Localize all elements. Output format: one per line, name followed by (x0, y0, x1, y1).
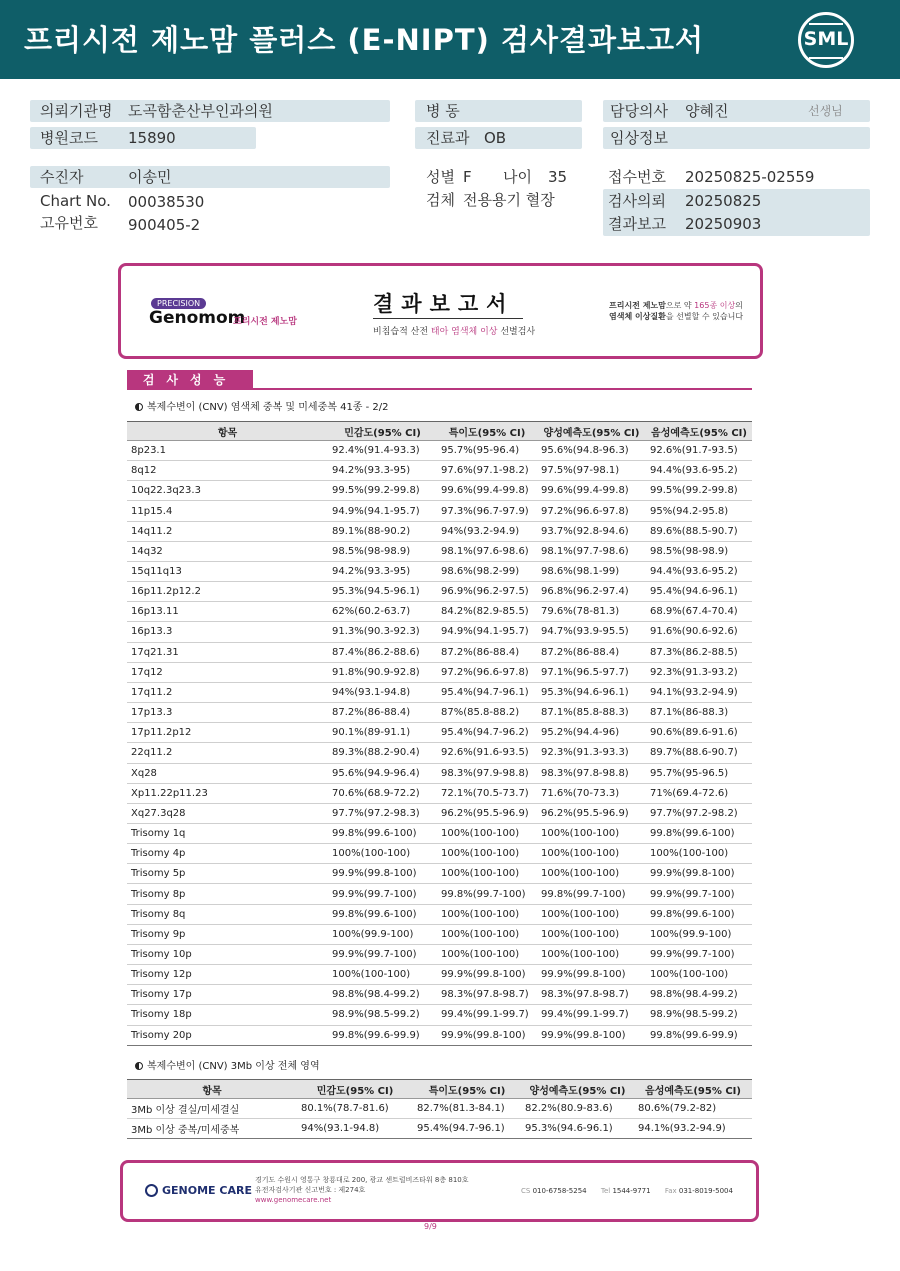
report-date-label: 결과보고 (608, 215, 666, 233)
metric-cell: 95.3%(94.6-96.1) (537, 682, 646, 702)
metric-cell: 99.8%(99.6-99.9) (328, 1025, 437, 1045)
metric-cell: 99.9%(99.8-100) (437, 965, 537, 985)
metric-cell: 99.9%(99.8-100) (537, 1025, 646, 1045)
metric-cell: 99.9%(99.8-100) (328, 864, 437, 884)
metric-cell: 96.8%(96.2-97.4) (537, 582, 646, 602)
metric-cell: 87.3%(86.2-88.5) (646, 642, 752, 662)
metric-cell: 92.3%(91.3-93.2) (646, 662, 752, 682)
institution-label: 의뢰기관명 (40, 102, 113, 120)
metric-cell: 79.6%(78-81.3) (537, 602, 646, 622)
metric-cell: 99.4%(99.1-99.7) (437, 1005, 537, 1025)
table-row (127, 461, 752, 481)
patient-row (30, 166, 390, 188)
table-row (127, 602, 752, 622)
metric-cell: 97.7%(97.2-98.3) (328, 803, 437, 823)
metric-cell: 97.6%(97.1-98.2) (437, 461, 537, 481)
metric-cell: 98.6%(98.2-99) (437, 561, 537, 581)
metric-cell: 100%(99.9-100) (328, 924, 437, 944)
metric-cell: 96.2%(95.5-96.9) (537, 803, 646, 823)
table-row (127, 1025, 752, 1045)
hospital-code-label: 병원코드 (40, 129, 98, 147)
footer-contact: CS 010-6758-5254 Tel 1544-9771 Fax 031-8019-5004 (521, 1187, 733, 1195)
table-row (127, 642, 752, 662)
metric-cell: 99.9%(99.7-100) (646, 944, 752, 964)
metric-cell: 96.9%(96.2-97.5) (437, 582, 537, 602)
report-header-box (118, 263, 763, 359)
metric-cell: 100%(100-100) (437, 924, 537, 944)
metric-cell: 94.1%(93.2-94.9) (646, 682, 752, 702)
metric-cell: 98.1%(97.7-98.6) (537, 541, 646, 561)
column-header: 음성예측도(95% CI) (634, 1080, 752, 1099)
metric-cell: 98.3%(97.8-98.8) (537, 763, 646, 783)
item-cell: Trisomy 1q (127, 823, 328, 843)
report-note: 프리시전 제노맘으로 약 165종 이상의 염색체 이상질환을 선별할 수 있습니다 (609, 301, 744, 321)
item-cell: Trisomy 10p (127, 944, 328, 964)
specimen-label: 검체 (426, 191, 455, 209)
metric-cell: 95%(94.2-95.8) (646, 501, 752, 521)
metric-cell: 99.5%(99.2-99.8) (328, 481, 437, 501)
metric-cell: 92.4%(91.4-93.3) (328, 441, 437, 461)
metric-cell: 99.9%(99.8-100) (646, 864, 752, 884)
metric-cell: 98.3%(97.9-98.8) (437, 763, 537, 783)
metric-cell: 95.4%(94.7-96.2) (437, 723, 537, 743)
receipt-value: 20250825-02559 (685, 168, 815, 186)
item-cell: 16p13.3 (127, 622, 328, 642)
metric-cell: 100%(100-100) (437, 864, 537, 884)
report-title: 프리시전 제노맘 플러스 (E-NIPT) 검사결과보고서 (24, 23, 705, 57)
item-cell: 16p11.2p12.2 (127, 582, 328, 602)
unique-id-label: 고유번호 (40, 214, 98, 232)
item-cell: 15q11q13 (127, 561, 328, 581)
metric-cell: 99.8%(99.6-99.9) (646, 1025, 752, 1045)
metric-cell: 94.2%(93.3-95) (328, 561, 437, 581)
table-row (127, 864, 752, 884)
item-cell: 3Mb 이상 중복/미세중복 (127, 1119, 297, 1139)
sex-value: F (463, 168, 472, 186)
metric-cell: 98.5%(98-98.9) (328, 541, 437, 561)
metric-cell: 95.6%(94.8-96.3) (537, 441, 646, 461)
top-banner (0, 0, 900, 79)
section-divider (253, 388, 752, 390)
metric-cell: 98.6%(98.1-99) (537, 561, 646, 581)
metric-cell: 98.8%(98.4-99.2) (646, 985, 752, 1005)
item-cell: Trisomy 9p (127, 924, 328, 944)
metric-cell: 99.9%(99.7-100) (328, 884, 437, 904)
metric-cell: 100%(100-100) (437, 904, 537, 924)
metric-cell: 98.1%(97.6-98.6) (437, 541, 537, 561)
item-cell: Trisomy 12p (127, 965, 328, 985)
metric-cell: 98.9%(98.5-99.2) (328, 1005, 437, 1025)
doctor-suffix: 선생님 (808, 104, 843, 118)
metric-cell: 97.5%(97-98.1) (537, 461, 646, 481)
item-cell: Trisomy 4p (127, 844, 328, 864)
metric-cell: 87.4%(86.2-88.6) (328, 642, 437, 662)
report-date-value: 20250903 (685, 215, 762, 233)
genomom-logo: Genomom (149, 308, 246, 328)
item-cell: 17q11.2 (127, 682, 328, 702)
metric-cell: 99.4%(99.1-99.7) (537, 1005, 646, 1025)
item-cell: Xp11.22p11.23 (127, 783, 328, 803)
metric-cell: 100%(100-100) (537, 864, 646, 884)
metric-cell: 94.9%(94.1-95.7) (328, 501, 437, 521)
specimen-value: 전용용기 혈장 (463, 191, 555, 209)
table-row (127, 763, 752, 783)
column-header: 민감도(95% CI) (328, 422, 437, 441)
column-header: 항목 (127, 422, 328, 441)
footer-box (120, 1160, 759, 1222)
subheading-cnv-3mb: 복제수변이 (CNV) 3Mb 이상 전체 영역 (135, 1057, 320, 1072)
metric-cell: 94.7%(93.9-95.5) (537, 622, 646, 642)
metric-cell: 90.6%(89.6-91.6) (646, 723, 752, 743)
metric-cell: 87.2%(86-88.4) (437, 642, 537, 662)
metric-cell: 95.3%(94.6-96.1) (521, 1119, 634, 1139)
item-cell: Xq28 (127, 763, 328, 783)
metric-cell: 99.5%(99.2-99.8) (646, 481, 752, 501)
metric-cell: 92.6%(91.6-93.5) (437, 743, 537, 763)
chart-no-value: 00038530 (128, 193, 205, 211)
metric-cell: 98.8%(98.4-99.2) (328, 985, 437, 1005)
table-row (127, 844, 752, 864)
footer-address: 경기도 수원시 영통구 창룡대로 200, 광교 센트럴비즈타워 8층 810호 유전자검사기관 신고번호 : 제274호 www.genomecare.net (255, 1176, 469, 1204)
table-row (127, 582, 752, 602)
hospital-code-value: 15890 (128, 129, 176, 147)
table-row (127, 783, 752, 803)
metric-cell: 99.8%(99.6-100) (328, 823, 437, 843)
metric-cell: 97.1%(96.5-97.7) (537, 662, 646, 682)
cnv-3mb-table (127, 1079, 752, 1139)
table-row (127, 924, 752, 944)
metric-cell: 72.1%(70.5-73.7) (437, 783, 537, 803)
unique-id-value: 900405-2 (128, 216, 201, 234)
table-row (127, 743, 752, 763)
metric-cell: 87.2%(86-88.4) (328, 703, 437, 723)
table-row (127, 541, 752, 561)
metric-cell: 99.6%(99.4-99.8) (537, 481, 646, 501)
subheading-cnv-41: 복제수변이 (CNV) 염색체 중복 및 미세중복 41종 - 2/2 (135, 398, 389, 413)
half-circle-icon (135, 1062, 143, 1070)
item-cell: 17p13.3 (127, 703, 328, 723)
item-cell: Trisomy 18p (127, 1005, 328, 1025)
item-cell: 3Mb 이상 결실/미세결실 (127, 1099, 297, 1119)
table-row (127, 622, 752, 642)
metric-cell: 100%(100-100) (328, 965, 437, 985)
metric-cell: 94%(93.1-94.8) (328, 682, 437, 702)
metric-cell: 94.1%(93.2-94.9) (634, 1119, 752, 1139)
metric-cell: 82.2%(80.9-83.6) (521, 1099, 634, 1119)
metric-cell: 100%(100-100) (537, 823, 646, 843)
metric-cell: 97.3%(96.7-97.9) (437, 501, 537, 521)
half-circle-icon (135, 403, 143, 411)
request-date-value: 20250825 (685, 192, 762, 210)
metric-cell: 91.8%(90.9-92.8) (328, 662, 437, 682)
metric-cell: 100%(100-100) (537, 904, 646, 924)
table-row (127, 904, 752, 924)
item-cell: 16p13.11 (127, 602, 328, 622)
table-row (127, 682, 752, 702)
metric-cell: 100%(100-100) (537, 844, 646, 864)
item-cell: Trisomy 17p (127, 985, 328, 1005)
receipt-label: 접수번호 (608, 168, 666, 186)
metric-cell: 94.2%(93.3-95) (328, 461, 437, 481)
table-row (127, 1005, 752, 1025)
item-cell: 11p15.4 (127, 501, 328, 521)
table-row (127, 823, 752, 843)
table-row (127, 481, 752, 501)
metric-cell: 95.6%(94.9-96.4) (328, 763, 437, 783)
metric-cell: 97.2%(96.6-97.8) (437, 662, 537, 682)
metric-cell: 100%(100-100) (646, 844, 752, 864)
metric-cell: 100%(100-100) (437, 944, 537, 964)
age-label: 나이 (503, 168, 532, 186)
section-tab-performance: 검사성능 (127, 370, 253, 390)
metric-cell: 99.9%(99.8-100) (437, 1025, 537, 1045)
metric-cell: 97.7%(97.2-98.2) (646, 803, 752, 823)
metric-cell: 89.6%(88.5-90.7) (646, 521, 752, 541)
metric-cell: 93.7%(92.8-94.6) (537, 521, 646, 541)
genome-care-logo: GENOME CARE (145, 1184, 252, 1197)
item-cell: 17q12 (127, 662, 328, 682)
metric-cell: 89.7%(88.6-90.7) (646, 743, 752, 763)
metric-cell: 98.3%(97.8-98.7) (537, 985, 646, 1005)
metric-cell: 68.9%(67.4-70.4) (646, 602, 752, 622)
metric-cell: 82.7%(81.3-84.1) (413, 1099, 521, 1119)
metric-cell: 99.9%(99.8-100) (537, 965, 646, 985)
metric-cell: 97.2%(96.6-97.8) (537, 501, 646, 521)
patient-value: 이송민 (128, 168, 172, 186)
item-cell: 8p23.1 (127, 441, 328, 461)
dept-label: 진료과 (426, 129, 470, 147)
metric-cell: 94%(93.2-94.9) (437, 521, 537, 541)
metric-cell: 99.9%(99.7-100) (328, 944, 437, 964)
table-row (127, 703, 752, 723)
table-row (127, 561, 752, 581)
table-row (127, 944, 752, 964)
column-header: 양성예측도(95% CI) (521, 1080, 634, 1099)
item-cell: 17p11.2p12 (127, 723, 328, 743)
item-cell: Trisomy 8p (127, 884, 328, 904)
metric-cell: 100%(100-100) (437, 823, 537, 843)
metric-cell: 99.9%(99.7-100) (646, 884, 752, 904)
metric-cell: 80.1%(78.7-81.6) (297, 1099, 413, 1119)
metric-cell: 90.1%(89-91.1) (328, 723, 437, 743)
metric-cell: 99.8%(99.7-100) (537, 884, 646, 904)
metric-cell: 99.8%(99.6-100) (328, 904, 437, 924)
metric-cell: 95.4%(94.7-96.1) (413, 1119, 521, 1139)
metric-cell: 70.6%(68.9-72.2) (328, 783, 437, 803)
cnv-performance-table (127, 421, 752, 1046)
item-cell: Trisomy 20p (127, 1025, 328, 1045)
column-header: 항목 (127, 1080, 297, 1099)
item-cell: 10q22.3q23.3 (127, 481, 328, 501)
dept-value: OB (484, 129, 507, 147)
metric-cell: 89.1%(88-90.2) (328, 521, 437, 541)
metric-cell: 99.6%(99.4-99.8) (437, 481, 537, 501)
table-row (127, 884, 752, 904)
table-row (127, 521, 752, 541)
table-row (127, 965, 752, 985)
request-date-label: 검사의뢰 (608, 192, 666, 210)
table-row (127, 1119, 752, 1139)
metric-cell: 95.7%(95-96.4) (437, 441, 537, 461)
metric-cell: 87.1%(86-88.3) (646, 703, 752, 723)
sex-label: 성별 (426, 168, 455, 186)
doctor-label: 담당의사 (610, 102, 668, 120)
metric-cell: 95.3%(94.5-96.1) (328, 582, 437, 602)
item-cell: Xq27.3q28 (127, 803, 328, 823)
metric-cell: 71.6%(70-73.3) (537, 783, 646, 803)
metric-cell: 87.1%(85.8-88.3) (537, 703, 646, 723)
metric-cell: 100%(100-100) (537, 924, 646, 944)
table-row (127, 723, 752, 743)
metric-cell: 98.5%(98-98.9) (646, 541, 752, 561)
column-header: 민감도(95% CI) (297, 1080, 413, 1099)
column-header: 특이도(95% CI) (413, 1080, 521, 1099)
genomom-logo-kr: 프리시전 제노맘 (233, 317, 297, 327)
metric-cell: 94.4%(93.6-95.2) (646, 461, 752, 481)
metric-cell: 100%(100-100) (646, 965, 752, 985)
ward-label: 병 동 (426, 102, 460, 120)
metric-cell: 98.3%(97.8-98.7) (437, 985, 537, 1005)
table-row (127, 441, 752, 461)
result-report-title: 결과보고서 (373, 292, 515, 316)
metric-cell: 100%(100-100) (537, 944, 646, 964)
chart-no-label: Chart No. (40, 192, 111, 210)
metric-cell: 87.2%(86-88.4) (537, 642, 646, 662)
column-header: 특이도(95% CI) (437, 422, 537, 441)
patient-label: 수진자 (40, 168, 84, 186)
table-row (127, 803, 752, 823)
metric-cell: 96.2%(95.5-96.9) (437, 803, 537, 823)
clinical-label: 임상정보 (610, 129, 668, 147)
metric-cell: 95.4%(94.7-96.1) (437, 682, 537, 702)
age-value: 35 (548, 168, 568, 186)
metric-cell: 99.8%(99.7-100) (437, 884, 537, 904)
table-row (127, 985, 752, 1005)
metric-cell: 80.6%(79.2-82) (634, 1099, 752, 1119)
item-cell: 8q12 (127, 461, 328, 481)
metric-cell: 92.6%(91.7-93.5) (646, 441, 752, 461)
metric-cell: 95.2%(94.4-96) (537, 723, 646, 743)
sml-logo: SML (798, 12, 854, 68)
metric-cell: 98.9%(98.5-99.2) (646, 1005, 752, 1025)
column-header: 양성예측도(95% CI) (537, 422, 646, 441)
metric-cell: 71%(69.4-72.6) (646, 783, 752, 803)
metric-cell: 87%(85.8-88.2) (437, 703, 537, 723)
item-cell: 22q11.2 (127, 743, 328, 763)
item-cell: Trisomy 8q (127, 904, 328, 924)
metric-cell: 89.3%(88.2-90.4) (328, 743, 437, 763)
table-row (127, 501, 752, 521)
metric-cell: 99.8%(99.6-100) (646, 904, 752, 924)
item-cell: Trisomy 5p (127, 864, 328, 884)
precision-badge: PRECISION (151, 298, 206, 309)
metric-cell: 95.7%(95-96.5) (646, 763, 752, 783)
institution-value: 도곡함춘산부인과의원 (128, 102, 273, 120)
page-number: 9/9 (424, 1222, 437, 1231)
table-row (127, 1099, 752, 1119)
footer-url: www.genomecare.net (255, 1196, 332, 1204)
metric-cell: 91.3%(90.3-92.3) (328, 622, 437, 642)
item-cell: 17q21.31 (127, 642, 328, 662)
metric-cell: 62%(60.2-63.7) (328, 602, 437, 622)
metric-cell: 84.2%(82.9-85.5) (437, 602, 537, 622)
metric-cell: 94.4%(93.6-95.2) (646, 561, 752, 581)
metric-cell: 91.6%(90.6-92.6) (646, 622, 752, 642)
metric-cell: 92.3%(91.3-93.3) (537, 743, 646, 763)
metric-cell: 95.4%(94.6-96.1) (646, 582, 752, 602)
metric-cell: 100%(100-100) (328, 844, 437, 864)
doctor-value: 양혜진 (685, 102, 729, 120)
metric-cell: 100%(99.9-100) (646, 924, 752, 944)
metric-cell: 99.8%(99.6-100) (646, 823, 752, 843)
metric-cell: 100%(100-100) (437, 844, 537, 864)
genome-care-mark-icon (145, 1184, 158, 1197)
item-cell: 14q32 (127, 541, 328, 561)
metric-cell: 94%(93.1-94.8) (297, 1119, 413, 1139)
column-header: 음성예측도(95% CI) (646, 422, 752, 441)
item-cell: 14q11.2 (127, 521, 328, 541)
title-underline (373, 318, 523, 319)
metric-cell: 94.9%(94.1-95.7) (437, 622, 537, 642)
report-subtitle: 비침습적 산전 태아 염색체 이상 선별검사 (373, 327, 536, 337)
table-row (127, 662, 752, 682)
